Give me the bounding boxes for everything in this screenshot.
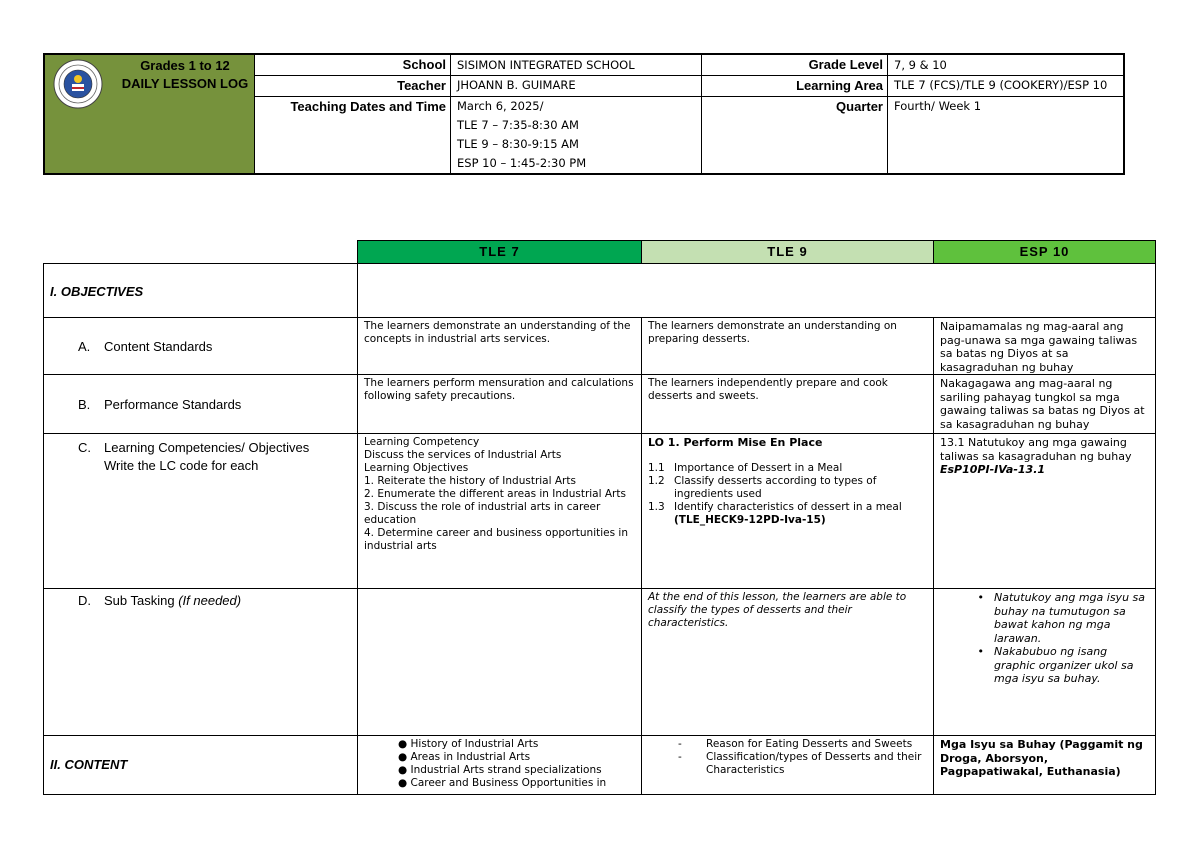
competency-text: 13.1 Natutukoy ang mga gawaing taliwas sa kasagraduhan ng buhay <box>940 436 1132 463</box>
competency-item <box>648 501 927 514</box>
item-text: Identify characteristics of dessert in a meal <box>674 501 902 513</box>
grade-level-value: 7, 9 & 10 <box>894 58 947 72</box>
content-standards-label: Content Standards <box>104 339 213 354</box>
bullet-icon: ● <box>398 751 411 763</box>
content-standards-esp10: Naipamamalas ng mag-aaral ang pag-unawa sa mga gawaing taliwas sa batas ng Diyos at sa kasagraduhan ng buhay <box>933 317 1156 375</box>
quarter-value: Fourth/ Week 1 <box>894 99 982 113</box>
subtasking-tle7 <box>357 588 642 736</box>
item-number: 1.1 <box>648 462 665 474</box>
grade-level-label: Grade Level <box>808 57 883 72</box>
dash-icon: - <box>678 751 682 763</box>
list-item <box>648 751 927 777</box>
column-header-esp10: ESP 10 <box>933 240 1156 264</box>
teacher-value: JHOANN B. GUIMARE <box>457 78 576 92</box>
content-label-cell <box>43 735 358 795</box>
performance-standards-label-cell <box>43 374 358 434</box>
list-item <box>398 751 635 764</box>
content-label: II. CONTENT <box>50 757 128 772</box>
content-esp10: Mga Isyu sa Buhay (Paggamit ng Droga, Aborsyon, Pagpapatiwakal, Euthanasia) <box>933 735 1156 795</box>
competency-code: EsP10PI-IVa-13.1 <box>940 463 1046 476</box>
subtasking-label <box>104 593 241 608</box>
competency-line: Discuss the services of Industrial Arts <box>364 449 562 461</box>
item-text: Classify desserts according to types of ingredients used <box>674 475 877 500</box>
list-item <box>398 777 635 790</box>
subtask-text: Nakabubuo ng isang graphic organizer ukol sa mga isyu sa buhay. <box>994 645 1134 685</box>
title-block <box>45 55 254 173</box>
subtasking-label-text: Sub Tasking <box>104 593 175 608</box>
date-line: March 6, 2025/ <box>457 99 544 113</box>
bullet-icon: ● <box>398 764 411 776</box>
competencies-tle7 <box>357 433 642 589</box>
competencies-label-cell <box>43 433 358 589</box>
column-header-tle7: TLE 7 <box>357 240 642 264</box>
subtasking-tle9: At the end of this lesson, the learners are able to classify the types of desserts and their characteristics. <box>641 588 934 736</box>
learning-area-value: TLE 7 (FCS)/TLE 9 (COOKERY)/ESP 10 <box>894 78 1108 92</box>
content-standards-tle9: The learners demonstrate an understanding on preparing desserts. <box>641 317 934 375</box>
subtasking-esp10 <box>933 588 1156 736</box>
teaching-dates-label: Teaching Dates and Time <box>290 99 446 114</box>
content-item: Reason for Eating Desserts and Sweets <box>706 738 913 750</box>
bullet-icon: ● <box>398 777 411 789</box>
competency-item <box>648 475 927 501</box>
row-number: C. <box>78 440 91 455</box>
list-item <box>940 645 1149 686</box>
title-line-1: Grades 1 to 12 <box>140 58 230 73</box>
competencies-tle9 <box>641 433 934 589</box>
objectives-label: I. OBJECTIVES <box>50 284 144 299</box>
competency-line: 2. Enumerate the different areas in Industrial Arts <box>364 488 626 500</box>
row-number: B. <box>78 397 91 412</box>
competency-line: Learning Competency <box>364 436 480 448</box>
school-value: SISIMON INTEGRATED SCHOOL <box>457 58 635 72</box>
row-number: A. <box>78 339 91 354</box>
competency-line: 1. Reiterate the history of Industrial Arts <box>364 475 576 487</box>
row-number: D. <box>78 593 91 608</box>
item-number: 1.3 <box>648 501 665 513</box>
competency-item <box>648 462 927 475</box>
content-item: Classification/types of Desserts and their Characteristics <box>706 751 922 776</box>
objectives-label-cell <box>43 263 358 318</box>
subtasking-label-note: (If needed) <box>178 593 242 608</box>
teaching-dates-value <box>451 97 701 173</box>
competencies-label-line-1: Learning Competencies/ Objectives <box>104 440 310 455</box>
list-item <box>398 738 635 751</box>
list-item <box>398 764 635 777</box>
item-number: 1.2 <box>648 475 665 487</box>
content-item: Industrial Arts strand specializations <box>410 764 602 776</box>
quarter-label: Quarter <box>836 99 883 114</box>
objectives-content-cell <box>357 263 1156 318</box>
content-item: Career and Business Opportunities in <box>410 777 607 789</box>
date-line: ESP 10 – 1:45-2:30 PM <box>457 156 587 170</box>
item-text: Importance of Dessert in a Meal <box>674 462 843 474</box>
competency-lo-title: LO 1. Perform Mise En Place <box>648 436 823 449</box>
content-standards-tle7: The learners demonstrate an understanding of the concepts in industrial arts services. <box>357 317 642 375</box>
performance-standards-label: Performance Standards <box>104 397 242 412</box>
school-label: School <box>402 57 446 72</box>
subtask-text: Natutukoy ang mga isyu sa buhay na tumutugon sa bawat kahon ng mga larawan. <box>994 591 1146 645</box>
content-item: History of Industrial Arts <box>410 738 539 750</box>
date-line: TLE 9 – 8:30-9:15 AM <box>457 137 579 151</box>
competency-line: 4. Determine career and business opportunities in industrial arts <box>364 527 628 552</box>
performance-standards-esp10: Nakagagawa ang mag-aaral ng sariling pahayag tungkol sa mga gawaing taliwas sa batas ng Diyos at sa kasagraduhan ng buhay <box>933 374 1156 434</box>
title-line-2: DAILY LESSON LOG <box>121 76 249 91</box>
column-header-tle9: TLE 9 <box>641 240 934 264</box>
bullet-icon: • <box>977 591 984 604</box>
content-tle9 <box>641 735 934 795</box>
content-tle7 <box>357 735 642 795</box>
deped-seal-icon <box>53 59 103 109</box>
learning-area-label: Learning Area <box>796 78 883 93</box>
date-line: TLE 7 – 7:35-8:30 AM <box>457 118 579 132</box>
content-item: Areas in Industrial Arts <box>410 751 531 763</box>
performance-standards-tle9: The learners independently prepare and cook desserts and sweets. <box>641 374 934 434</box>
competency-line: 3. Discuss the role of industrial arts in career education <box>364 501 601 526</box>
subtasking-label-cell <box>43 588 358 736</box>
competency-code: (TLE_HECK9-12PD-Iva-15) <box>674 514 826 526</box>
header-table <box>43 53 1125 175</box>
list-item <box>648 738 927 751</box>
competencies-label-line-2: Write the LC code for each <box>104 458 259 473</box>
teacher-label: Teacher <box>397 78 446 93</box>
list-item <box>940 591 1149 645</box>
dash-icon: - <box>678 738 682 750</box>
competency-line: Learning Objectives <box>364 462 469 474</box>
content-standards-label-cell <box>43 317 358 375</box>
bullet-icon: ● <box>398 738 411 750</box>
competencies-esp10 <box>933 433 1156 589</box>
bullet-icon: • <box>977 645 984 658</box>
performance-standards-tle7: The learners perform mensuration and calculations following safety precautions. <box>357 374 642 434</box>
